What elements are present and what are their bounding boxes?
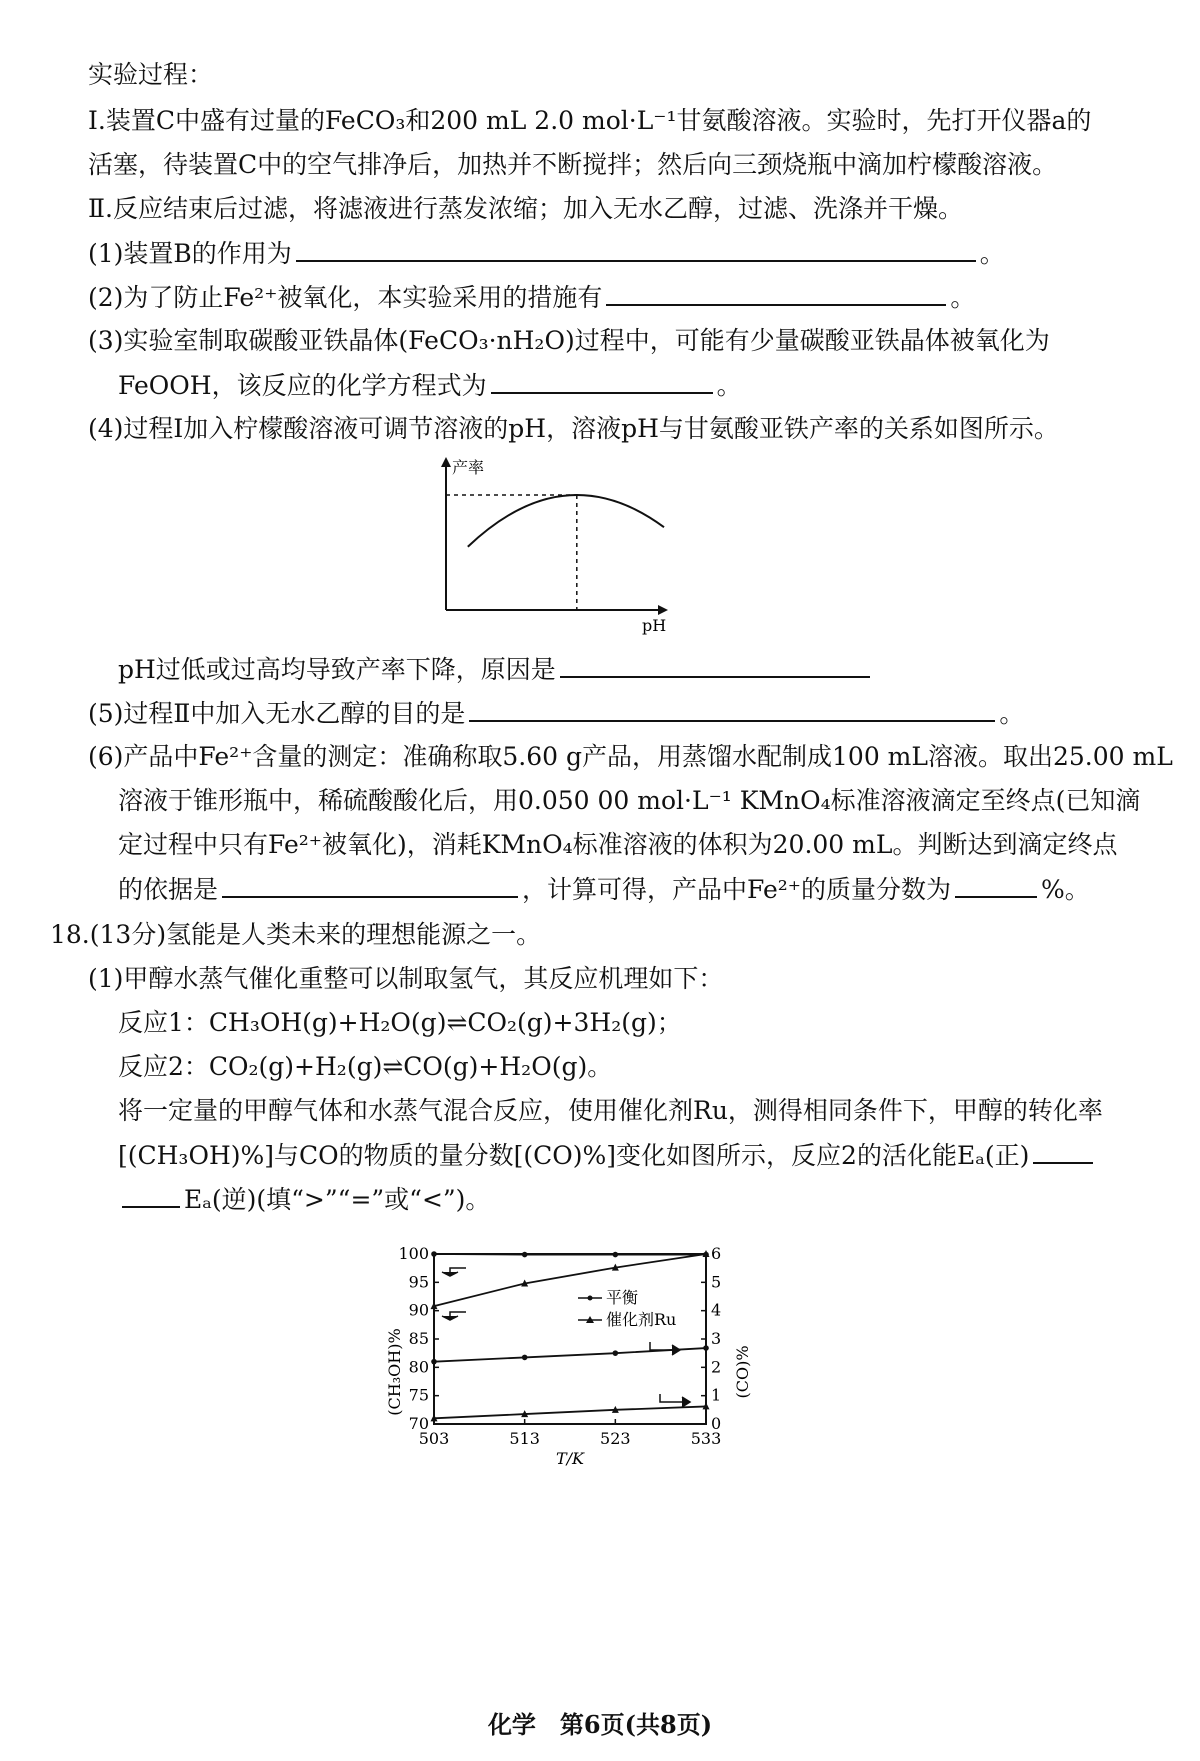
left-axis-label: (CH₃OH)% bbox=[385, 1328, 404, 1416]
left-tick-label: 90 bbox=[408, 1300, 429, 1320]
conversion-temperature-chart bbox=[370, 1232, 770, 1487]
question-18-text1: 将一定量的甲醇气体和水蒸气混合反应，使用催化剂Ru，测得相同条件下，甲醇的转化率 bbox=[118, 1096, 1103, 1125]
question-18-title: 18.(13分)氢能是人类未来的理想能源之一。 bbox=[50, 920, 542, 949]
left-tick-label: 70 bbox=[408, 1414, 429, 1433]
answer-blank bbox=[560, 654, 870, 678]
reaction-1: 反应1：CH₃OH(g)+H₂O(g)⇌CO₂(g)+3H₂(g)； bbox=[118, 1008, 682, 1037]
question-3-text: FeOOH，该反应的化学方程式为 bbox=[118, 371, 487, 400]
right-tick-label: 1 bbox=[711, 1385, 722, 1405]
x-axis-label: T/K bbox=[555, 1449, 585, 1468]
legend-label-catalyst: 催化剂Ru bbox=[606, 1310, 677, 1329]
question-2 bbox=[88, 282, 975, 313]
left-axis-ticks bbox=[398, 1244, 439, 1433]
x-axis-label: pH bbox=[642, 616, 667, 635]
x-tick-label: 523 bbox=[600, 1429, 631, 1448]
left-tick-label: 95 bbox=[408, 1272, 429, 1292]
answer-blank bbox=[491, 370, 713, 394]
legend bbox=[578, 1288, 676, 1329]
yield-curve bbox=[468, 495, 664, 547]
series-line-1 bbox=[434, 1254, 706, 1306]
point-marker bbox=[522, 1355, 528, 1361]
answer-blank bbox=[469, 698, 995, 722]
right-tick-label: 3 bbox=[711, 1329, 722, 1348]
answer-blank bbox=[296, 238, 976, 262]
point-marker bbox=[431, 1359, 437, 1365]
series-group bbox=[431, 1250, 710, 1421]
section-heading: 实验过程： bbox=[88, 60, 214, 89]
left-axis-arrow-head bbox=[442, 1316, 458, 1320]
question-6-line1: (6)产品中Fe²⁺含量的测定：准确称取5.60 g产品，用蒸馏水配制成100 mL溶液。取出25.00 mL bbox=[88, 742, 1173, 771]
series-line-3 bbox=[434, 1406, 706, 1418]
reaction-2: 反应2：CO₂(g)+H₂(g)⇌CO(g)+H₂O(g)。 bbox=[118, 1052, 613, 1081]
period: 。 bbox=[979, 239, 1005, 268]
left-tick-label: 75 bbox=[408, 1385, 429, 1405]
series-line-0 bbox=[434, 1254, 706, 1255]
right-axis-arrow-head bbox=[682, 1397, 690, 1407]
period: 。 bbox=[950, 283, 976, 312]
yield-vs-ph-chart bbox=[430, 455, 690, 640]
right-axis-ticks bbox=[701, 1244, 721, 1433]
point-marker bbox=[613, 1252, 619, 1258]
left-axis-arrow-head bbox=[442, 1272, 458, 1276]
x-axis-arrow bbox=[658, 605, 668, 615]
plot-frame bbox=[434, 1254, 706, 1424]
question-18-text3 bbox=[118, 1184, 490, 1215]
answer-blank bbox=[955, 874, 1037, 898]
answer-blank bbox=[122, 1184, 180, 1208]
point-marker bbox=[431, 1251, 437, 1257]
legend-marker-equilibrium bbox=[588, 1296, 593, 1301]
question-2-text: (2)为了防止Fe²⁺被氧化，本实验采用的措施有 bbox=[88, 283, 603, 312]
x-tick-label: 533 bbox=[690, 1429, 722, 1448]
question-6-text-c: %。 bbox=[1041, 875, 1090, 904]
question-1 bbox=[88, 238, 1005, 269]
right-axis-arrow-head bbox=[672, 1345, 680, 1355]
period: 。 bbox=[716, 371, 742, 400]
question-6-text-a: 的依据是 bbox=[118, 875, 219, 904]
page-footer: 化学 第6页(共8页) bbox=[487, 1710, 713, 1739]
y-axis-arrow bbox=[441, 457, 451, 467]
right-tick-label: 0 bbox=[711, 1414, 722, 1433]
axis-arrows bbox=[442, 1268, 690, 1407]
answer-blank bbox=[1033, 1140, 1093, 1164]
question-3-line1: (3)实验室制取碳酸亚铁晶体(FeCO₃·nH₂O)过程中，可能有少量碳酸亚铁晶体被氧化为 bbox=[88, 326, 1050, 355]
question-18-text2 bbox=[118, 1140, 1097, 1171]
left-tick-label: 80 bbox=[408, 1357, 429, 1377]
question-18-text3a: Eₐ(逆)(填“>”“=”或“<”)。 bbox=[184, 1185, 491, 1214]
step1-line1: Ⅰ.装置C中盛有过量的FeCO₃和200 mL 2.0 mol·L⁻¹甘氨酸溶液。实验时，先打开仪器a的 bbox=[88, 106, 1092, 135]
point-marker bbox=[703, 1345, 709, 1351]
right-axis-label: (CO)% bbox=[733, 1345, 752, 1399]
answer-blank bbox=[606, 282, 946, 306]
period: 。 bbox=[999, 699, 1025, 728]
question-5 bbox=[88, 698, 1024, 729]
right-tick-label: 6 bbox=[711, 1244, 722, 1263]
x-tick-label: 503 bbox=[418, 1429, 450, 1448]
right-tick-label: 4 bbox=[711, 1300, 722, 1320]
step2: Ⅱ.反应结束后过滤，将滤液进行蒸发浓缩；加入无水乙醇，过滤、洗涤并干燥。 bbox=[88, 194, 963, 223]
question-4-follow bbox=[118, 654, 874, 685]
y-axis-label: 产率 bbox=[452, 458, 485, 477]
question-6-line2: 溶液于锥形瓶中，稀硫酸酸化后，用0.050 00 mol·L⁻¹ KMnO₄标准溶液滴定至终点(已知滴 bbox=[118, 786, 1141, 815]
answer-blank bbox=[222, 874, 518, 898]
point-marker bbox=[613, 1350, 619, 1356]
legend-label-equilibrium: 平衡 bbox=[606, 1288, 639, 1307]
question-3-line2 bbox=[118, 370, 742, 401]
step1-line2: 活塞，待装置C中的空气排净后，加热并不断搅拌；然后向三颈烧瓶中滴加柠檬酸溶液。 bbox=[88, 150, 1058, 179]
question-4: (4)过程Ⅰ加入柠檬酸溶液可调节溶液的pH，溶液pH与甘氨酸亚铁产率的关系如图所示。 bbox=[88, 414, 1059, 443]
question-5-text: (5)过程Ⅱ中加入无水乙醇的目的是 bbox=[88, 699, 466, 728]
question-4-follow-text: pH过低或过高均导致产率下降，原因是 bbox=[118, 655, 556, 684]
question-18-part1: (1)甲醇水蒸气催化重整可以制取氢气，其反应机理如下： bbox=[88, 964, 724, 993]
left-tick-label: 85 bbox=[408, 1329, 429, 1348]
question-6-text-b: ，计算可得，产品中Fe²⁺的质量分数为 bbox=[522, 875, 952, 904]
right-tick-label: 2 bbox=[711, 1357, 722, 1377]
question-6-line3: 定过程中只有Fe²⁺被氧化)，消耗KMnO₄标准溶液的体积为20.00 mL。判断达到滴定终点 bbox=[118, 830, 1118, 859]
left-tick-label: 100 bbox=[398, 1244, 429, 1263]
question-6-line4 bbox=[118, 874, 1090, 905]
right-tick-label: 5 bbox=[711, 1272, 722, 1292]
question-18-text2a: [(CH₃OH)%]与CO的物质的量分数[(CO)%]变化如图所示，反应2的活化能Eₐ(正) bbox=[118, 1141, 1030, 1170]
x-tick-label: 513 bbox=[509, 1429, 540, 1448]
point-marker bbox=[522, 1252, 528, 1258]
question-1-text: (1)装置B的作用为 bbox=[88, 239, 292, 268]
